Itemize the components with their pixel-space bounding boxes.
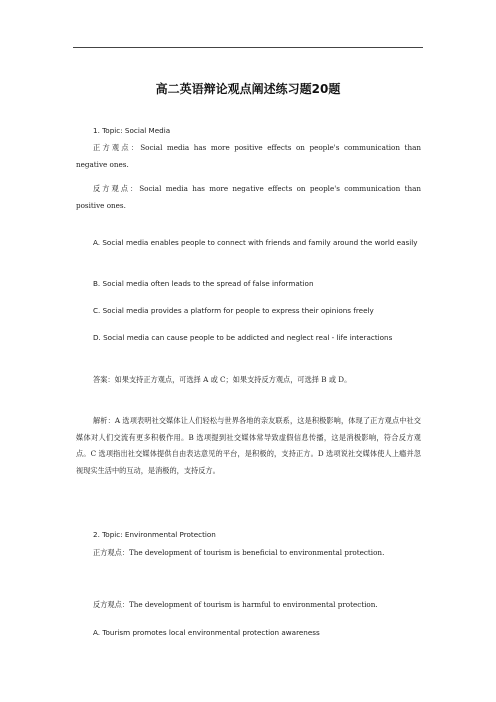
q2-option-a: A. Tourism promotes local environmental protection awareness — [93, 628, 320, 637]
q2-con-view: 反方观点：The development of tourism is harmful to environmental protection. — [93, 600, 378, 609]
q2-pro-view: 正方观点：The development of tourism is beneficial to environmental protection. — [93, 548, 385, 557]
q1-con-view: 反方观点：Social media has more negative effects on people's communication than positive ones. — [76, 184, 421, 210]
q1-pro-view: 正方观点：Social media has more positive effects on people's communication than negative ones. — [76, 143, 421, 169]
q1-option-d: D. Social media can cause people to be addicted and neglect real - life interactions — [93, 333, 393, 342]
q1-option-b: B. Social media often leads to the spread of false information — [93, 279, 314, 288]
q1-option-a: A. Social media enables people to connect with friends and family around the world easily — [93, 238, 418, 247]
header-rule — [73, 47, 423, 48]
q2-topic: 2. Topic: Environmental Protection — [93, 530, 216, 539]
q1-analysis: 解析：A 选项表明社交媒体让人们轻松与世界各地的亲友联系，这是积极影响，体现了正方观点中社交媒体对人们交流有更多积极作用。B 选项提到社交媒体常导致虚假信息传播，这是消极影响，符合反方观点。C 选项指出社交媒体提供自由表达意见的平台，是积极的，支持正方。D 选项说社交媒体使人上瘾并忽视现实生活中的互动，是消极的，支持反方。 — [76, 416, 421, 475]
q1-topic: 1. Topic: Social Media — [93, 126, 171, 135]
document-title: 高二英语辩论观点阐述练习题20题 — [155, 82, 341, 96]
q1-answer: 答案：如果支持正方观点，可选择 A 或 C；如果支持反方观点，可选择 B 或 D。 — [93, 375, 352, 384]
q1-option-c: C. Social media provides a platform for people to express their opinions freely — [93, 306, 374, 315]
